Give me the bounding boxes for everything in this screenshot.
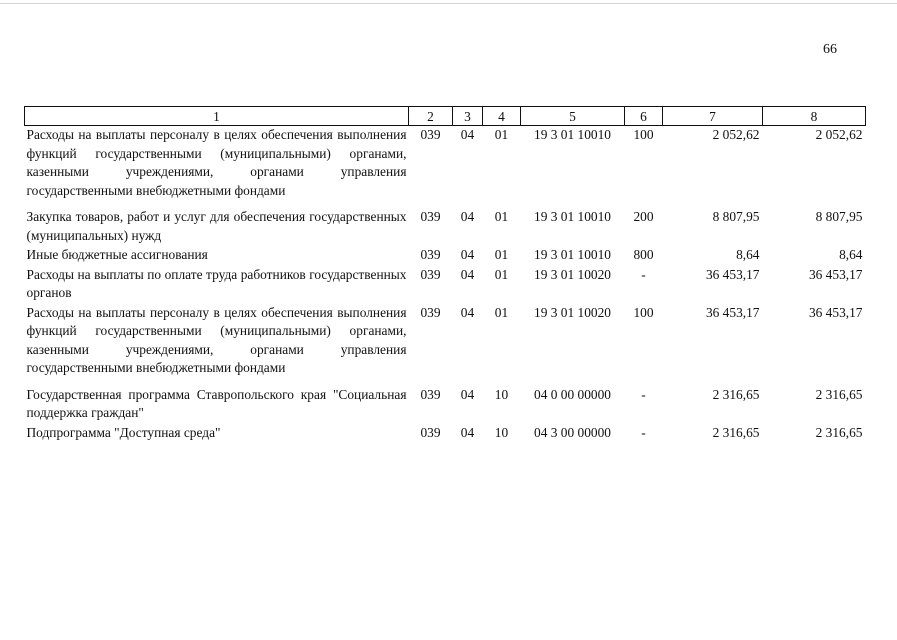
header-col-6: 6	[625, 107, 663, 126]
amount-col-8: 8,64	[839, 247, 863, 262]
section-code: 04	[460, 247, 475, 262]
expense-type-code: -	[641, 424, 646, 440]
expense-name: Иные бюджетные ассигнования	[26, 247, 208, 262]
table-header-row	[25, 107, 866, 126]
amount-col-8: 2 316,65	[815, 424, 863, 440]
amount-col-7: 8,64	[736, 247, 760, 262]
ministry-code: 039	[420, 386, 441, 402]
target-article-code: 19 3 01 10010	[534, 209, 611, 224]
subsection-code: 01	[494, 127, 509, 142]
section-code: 04	[460, 424, 475, 440]
section-code: 04	[460, 304, 475, 320]
page-number: 66	[823, 42, 837, 57]
subsection-code: 01	[494, 266, 509, 282]
target-article-code: 19 3 01 10020	[534, 304, 611, 320]
amount-col-8: 2 316,65	[815, 386, 863, 402]
table-row	[25, 246, 866, 266]
ministry-code: 039	[420, 127, 441, 142]
header-col-2: 2	[409, 107, 453, 126]
header-col-7: 7	[663, 107, 763, 126]
amount-col-8: 2 052,62	[815, 127, 863, 142]
expense-type-code: -	[641, 386, 646, 402]
expense-name: Подпрограмма "Доступная среда"	[26, 424, 221, 440]
subsection-code: 01	[494, 209, 509, 224]
amount-col-8: 36 453,17	[808, 304, 863, 320]
amount-col-7: 8 807,95	[712, 209, 760, 224]
target-article-code: 19 3 01 10020	[534, 266, 611, 282]
target-article-code: 04 0 00 00000	[534, 386, 611, 402]
amount-col-7: 2 316,65	[712, 424, 760, 440]
amount-col-8: 36 453,17	[808, 266, 863, 282]
header-col-8: 8	[763, 107, 866, 126]
table-row	[25, 386, 866, 424]
ministry-code: 039	[420, 209, 441, 224]
section-code: 04	[460, 266, 475, 282]
table-row	[25, 126, 866, 209]
ministry-code: 039	[420, 247, 441, 262]
subsection-code: 01	[494, 247, 509, 262]
subsection-code: 10	[494, 386, 509, 402]
subsection-code: 10	[494, 424, 509, 440]
expense-name: Закупка товаров, работ и услуг для обеспечения государственных (муниципальных) нужд	[26, 209, 407, 243]
amount-col-7: 2 316,65	[712, 386, 760, 402]
table-row	[25, 424, 866, 444]
expense-type-code: 200	[633, 209, 654, 224]
section-code: 04	[460, 209, 475, 224]
expense-type-code: 100	[633, 304, 654, 320]
ministry-code: 039	[420, 424, 441, 440]
header-col-1: 1	[25, 107, 409, 126]
section-code: 04	[460, 386, 475, 402]
table-row	[25, 304, 866, 386]
expense-type-code: 100	[633, 127, 654, 142]
table-row	[25, 208, 866, 246]
ministry-code: 039	[420, 266, 441, 282]
scan-top-edge	[0, 3, 897, 4]
expense-name: Расходы на выплаты персоналу в целях обеспечения выполнения функций государственными (муниципальными) органами, казенными учреждениями, органами управления государственными внебюджетными фондами	[26, 127, 407, 198]
expense-name: Расходы на выплаты по оплате труда работников государственных органов	[26, 266, 407, 300]
expense-name: Государственная программа Ставропольского края "Социальная поддержка граждан"	[26, 386, 407, 420]
header-col-4: 4	[483, 107, 521, 126]
target-article-code: 04 3 00 00000	[534, 424, 611, 440]
expense-type-code: 800	[633, 247, 654, 262]
ministry-code: 039	[420, 304, 441, 320]
target-article-code: 19 3 01 10010	[534, 247, 611, 262]
section-code: 04	[460, 127, 475, 142]
amount-col-7: 36 453,17	[705, 266, 760, 282]
target-article-code: 19 3 01 10010	[534, 127, 611, 142]
amount-col-7: 36 453,17	[705, 304, 760, 320]
budget-table	[24, 106, 866, 443]
amount-col-8: 8 807,95	[815, 209, 863, 224]
header-col-3: 3	[453, 107, 483, 126]
table-row	[25, 266, 866, 304]
subsection-code: 01	[494, 304, 509, 320]
amount-col-7: 2 052,62	[712, 127, 760, 142]
expense-name: Расходы на выплаты персоналу в целях обеспечения выполнения функций государственными (муниципальными) органами, казенными учреждениями, органами управления государственными внебюджетными фондами	[26, 304, 407, 375]
header-col-5: 5	[521, 107, 625, 126]
expense-type-code: -	[641, 266, 646, 282]
